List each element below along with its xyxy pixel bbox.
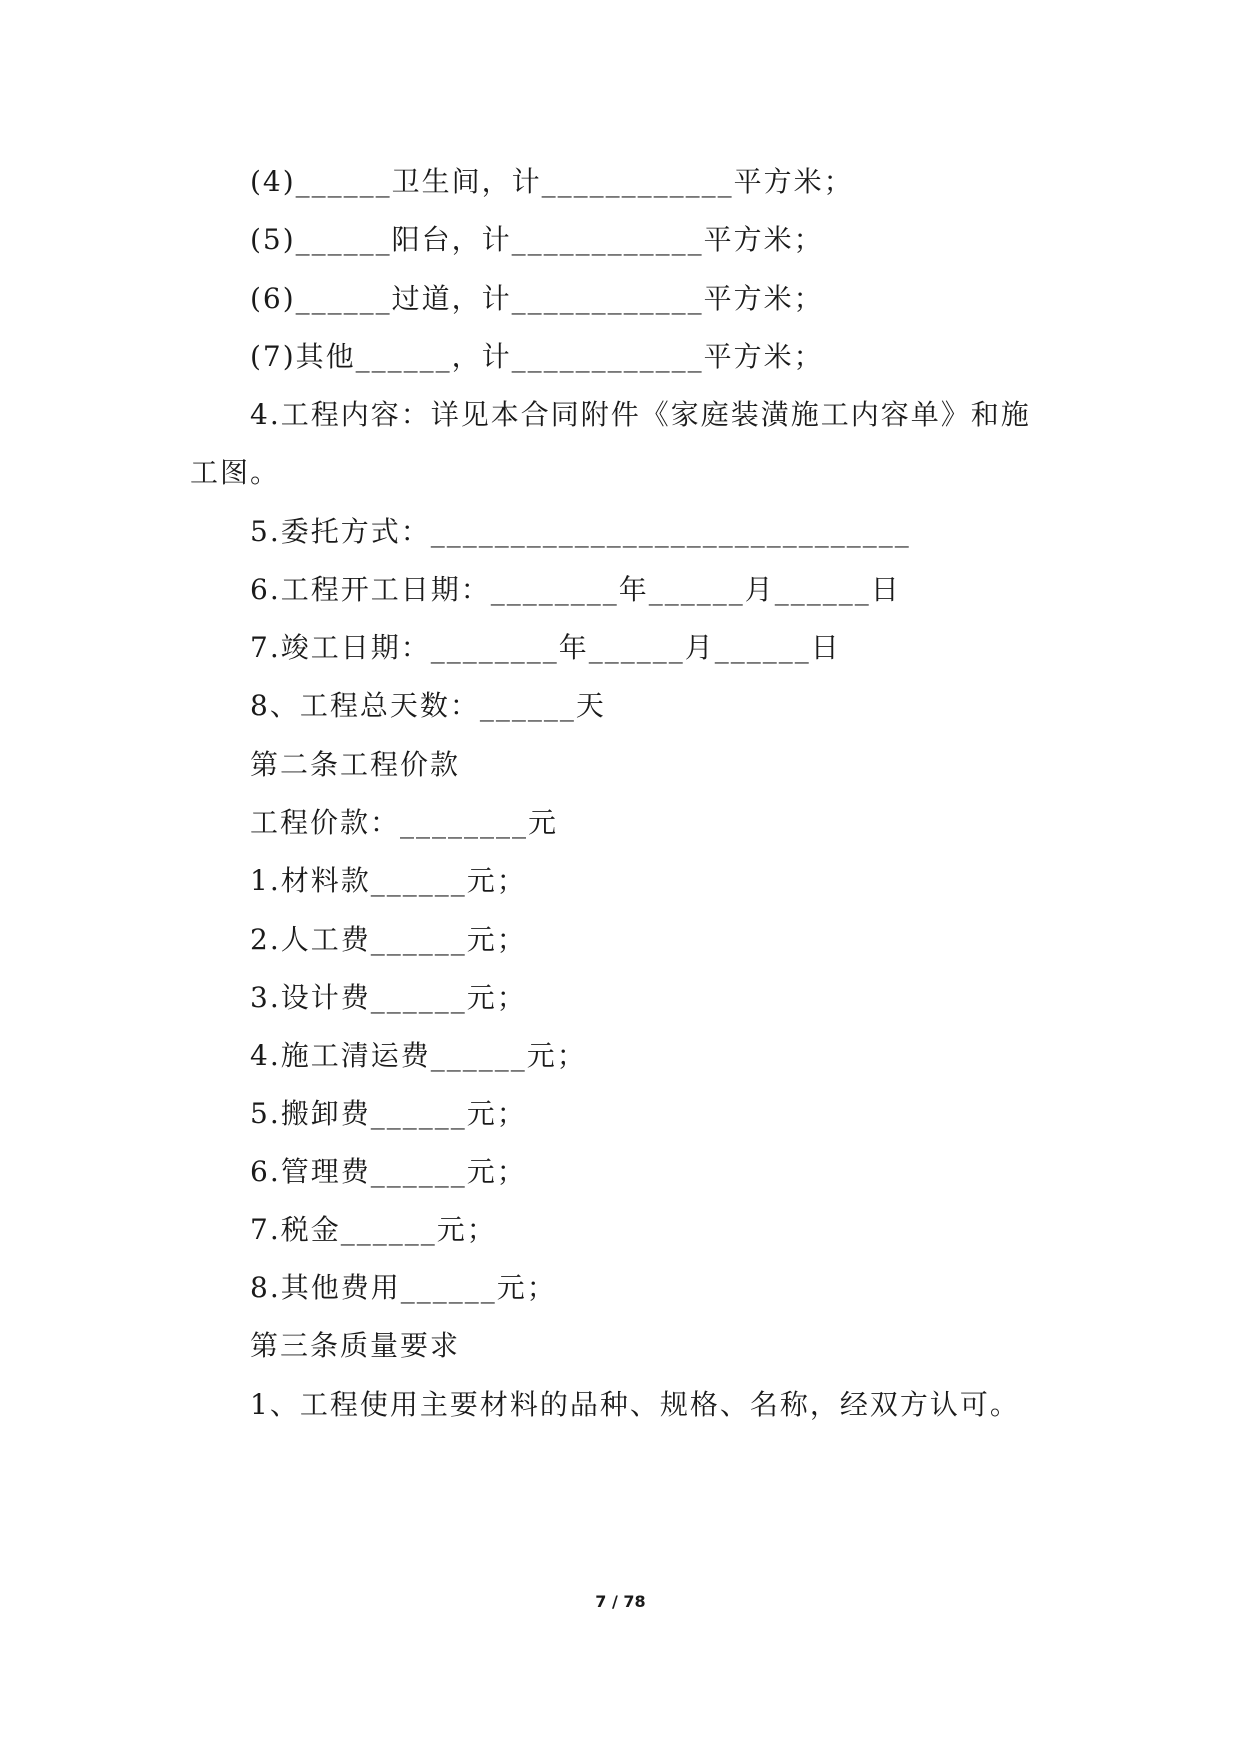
material-cost-line: 1.材料款______元；	[250, 864, 527, 897]
quality-requirement-line: 1、工程使用主要材料的品种、规格、名称，经双方认可。	[250, 1388, 1020, 1421]
page-number: 7 / 78	[595, 1592, 646, 1611]
project-price-line: 工程价款：________元	[250, 806, 559, 839]
design-fee-line: 3.设计费______元；	[250, 981, 527, 1014]
area-hallway-line: (6)______过道，计____________平方米；	[250, 282, 824, 315]
section-heading-quality: 第三条质量要求	[250, 1329, 461, 1362]
project-content-line: 4.工程内容：详见本合同附件《家庭装潢施工内容单》和施	[250, 398, 1031, 431]
other-fees-line: 8.其他费用______元；	[250, 1271, 557, 1304]
handling-fee-line: 5.搬卸费______元；	[250, 1097, 527, 1130]
area-other-line: (7)其他______，计____________平方米；	[250, 340, 824, 373]
cleanup-fee-line: 4.施工清运费______元；	[250, 1039, 587, 1072]
labor-cost-line: 2.人工费______元；	[250, 923, 527, 956]
area-balcony-line: (5)______阳台，计____________平方米；	[250, 223, 824, 256]
tax-line: 7.税金______元；	[250, 1213, 497, 1246]
section-heading-price: 第二条工程价款	[250, 748, 461, 781]
area-bathroom-line: (4)______卫生间，计____________平方米；	[250, 165, 854, 198]
commission-method-line: 5.委托方式：______________________________	[250, 515, 911, 548]
project-content-continuation: 工图。	[190, 456, 281, 489]
management-fee-line: 6.管理费______元；	[250, 1155, 527, 1188]
total-days-line: 8、工程总天数：______天	[250, 689, 606, 722]
start-date-line: 6.工程开工日期：________年______月______日	[250, 573, 901, 606]
completion-date-line: 7.竣工日期：________年______月______日	[250, 631, 841, 664]
